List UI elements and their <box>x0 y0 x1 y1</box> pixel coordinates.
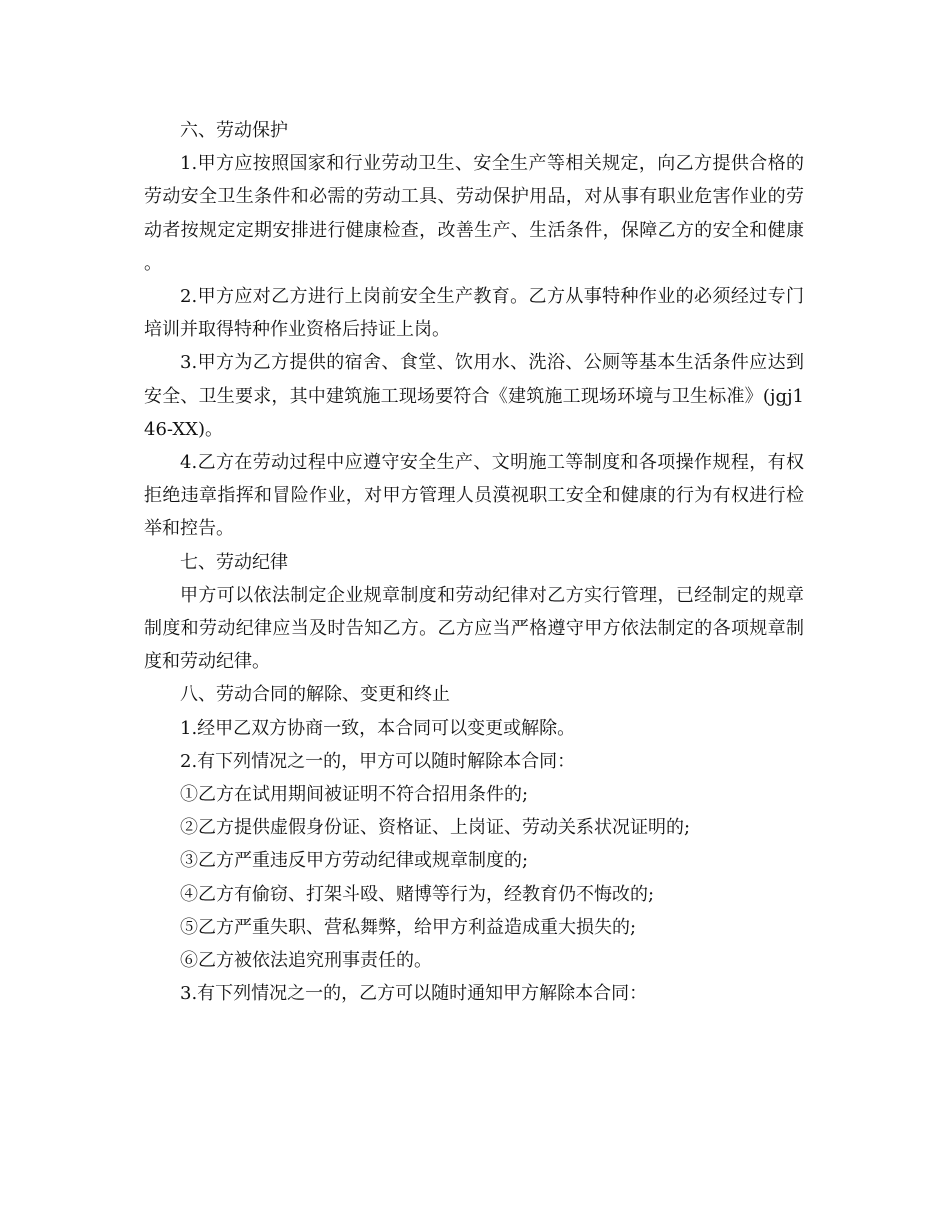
list-item-condition-4: ④乙方有偷窃、打架斗殴、赌博等行为，经教育仍不悔改的; <box>180 883 655 905</box>
list-item-condition-2: ②乙方提供虚假身份证、资格证、上岗证、劳动关系状况证明的; <box>180 817 691 839</box>
paragraph-termination-clause-1: 1.经甲乙双方协商一致，本合同可以变更或解除。 <box>180 717 576 739</box>
list-item-condition-3: ③乙方严重违反甲方劳动纪律或规章制度的; <box>180 850 529 872</box>
paragraph-termination-clause-3: 3.有下列情况之一的，乙方可以随时通知甲方解除本合同： <box>180 983 648 1005</box>
paragraph-protection-clause-3: 3.甲方为乙方提供的宿舍、食堂、饮用水、洗浴、公厕等基本生活条件应达到安全、卫生要求，其中建筑施工现场要符合《建筑施工现场环境与卫生标准》(jgj146-XX)。 <box>144 352 804 440</box>
list-item-condition-6: ⑥乙方被依法追究刑事责任的。 <box>180 950 432 972</box>
paragraph-termination-clause-2: 2.有下列情况之一的，甲方可以随时解除本合同： <box>180 750 576 772</box>
document-body <box>144 114 804 1010</box>
paragraph-protection-clause-4: 4.乙方在劳动过程中应遵守安全生产、文明施工等制度和各项操作规程，有权拒绝违章指挥和冒险作业，对甲方管理人员漠视职工安全和健康的行为有权进行检举和控告。 <box>144 452 804 540</box>
paragraph-protection-clause-1: 1.甲方应按照国家和行业劳动卫生、安全生产等相关规定，向乙方提供合格的劳动安全卫生条件和必需的劳动工具、劳动保护用品，对从事有职业危害作业的劳动者按规定定期安排进行健康检查，改善生产、生活条件，保障乙方的安全和健康。 <box>144 153 804 274</box>
paragraph-discipline: 甲方可以依法制定企业规章制度和劳动纪律对乙方实行管理，已经制定的规章制度和劳动纪律应当及时告知乙方。乙方应当严格遵守甲方依法制定的各项规章制度和劳动纪律。 <box>144 584 804 673</box>
list-item-condition-5: ⑤乙方严重失职、营私舞弊，给甲方利益造成重大损失的; <box>180 916 637 938</box>
paragraph-protection-clause-2: 2.甲方应对乙方进行上岗前安全生产教育。乙方从事特种作业的必须经过专门培训并取得特种作业资格后持证上岗。 <box>144 286 804 341</box>
section-heading-labor-discipline: 七、劳动纪律 <box>180 551 288 573</box>
section-heading-labor-protection: 六、劳动保护 <box>180 120 288 141</box>
section-heading-contract-termination: 八、劳动合同的解除、变更和终止 <box>180 684 450 706</box>
list-item-condition-1: ①乙方在试用期间被证明不符合招用条件的; <box>180 784 529 806</box>
